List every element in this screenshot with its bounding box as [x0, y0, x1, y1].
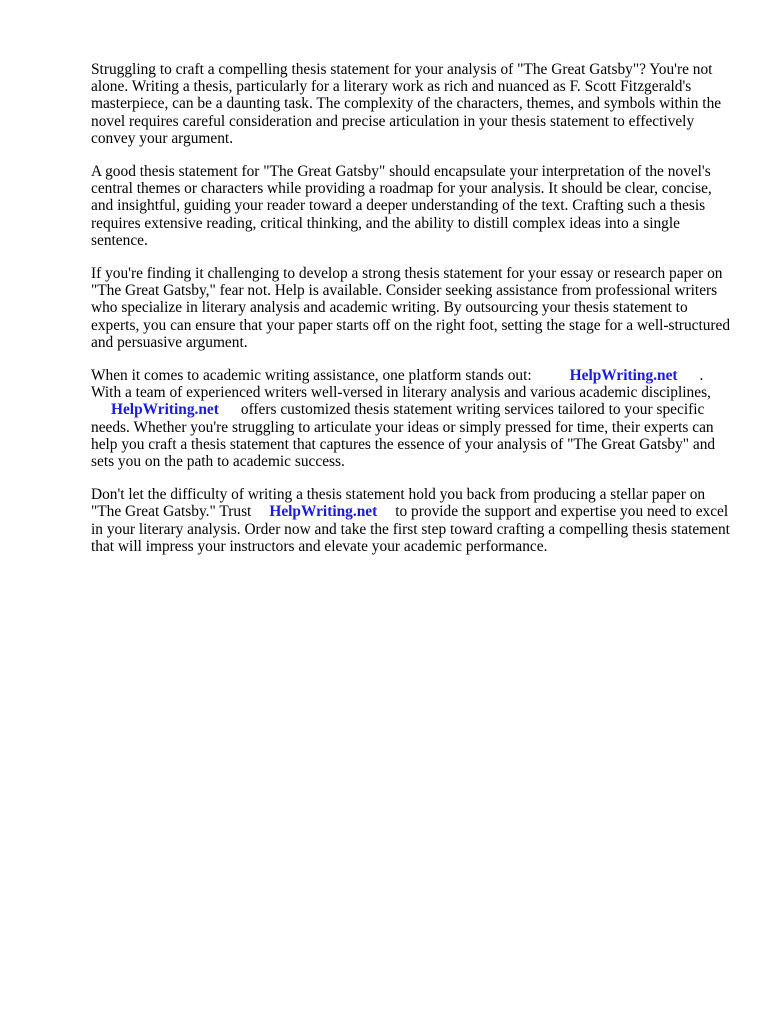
paragraph-closing: [91, 486, 731, 555]
paragraph-assistance: [91, 367, 731, 470]
paragraph-intro: Struggling to craft a compelling thesis statement for your analysis of "The Great Gatsby"? You're not alone. Writing a thesis, particularly for a literary work as rich and nuanced as F. Scott Fitzgerald's masterpiece, can be a daunting task. The complexity of the characters, themes, and symbols within the novel requires careful consideration and precise articulation in your thesis statement to effectively convey your argument.: [91, 61, 722, 147]
closing-text-1: Don't let the difficulty of writing a thesis statement hold you back from producing a stellar paper on "The Great Gatsby." Trust: [91, 486, 706, 521]
assistance-text-1: When it comes to academic writing assistance, one platform stands out:: [91, 367, 532, 385]
document-body: [91, 61, 731, 571]
paragraph-good-thesis: A good thesis statement for "The Great Gatsby" should encapsulate your interpretation of the novel's central themes or characters while providing a roadmap for your analysis. It should be clear, concise, and insightful, guiding your reader toward a deeper understanding of the text. Crafting such a thesis requires extensive reading, critical thinking, and the ability to distill complex ideas into a single sentence.: [91, 163, 712, 249]
assistance-text-4: offers customized thesis statement writing services tailored to your specific needs. Whether you're struggling to articulate your ideas or simply pressed for time, their experts can help you craft a thesis statement that captures the essence of your analysis of "The Great Gatsby" and sets you on the path to academic success.: [91, 401, 716, 471]
paragraph-finding-challenging: If you're finding it challenging to develop a strong thesis statement for your essay or research paper on "The Great Gatsby," fear not. Help is available. Consider seeking assistance from professional writers who specialize in literary analysis and academic writing. By outsourcing your thesis statement to experts, you can ensure that your paper starts off on the right foot, setting the stage for a well-structured and persuasive argument.: [91, 265, 731, 351]
assistance-text-2: .: [699, 367, 704, 385]
assistance-text-3: With a team of experienced writers well-versed in literary analysis and various academic disciplines,: [91, 384, 711, 402]
helpwriting-link-2[interactable]: HelpWriting.net: [111, 401, 219, 419]
helpwriting-link-3[interactable]: HelpWriting.net: [269, 503, 378, 521]
closing-text-2: to provide the support and expertise you need to excel in your literary analysis. Order now and take the first step toward crafting a compelling thesis statement that will impress your instructors and elevate your academic performance.: [91, 503, 730, 555]
helpwriting-link-1[interactable]: HelpWriting.net: [569, 367, 678, 385]
